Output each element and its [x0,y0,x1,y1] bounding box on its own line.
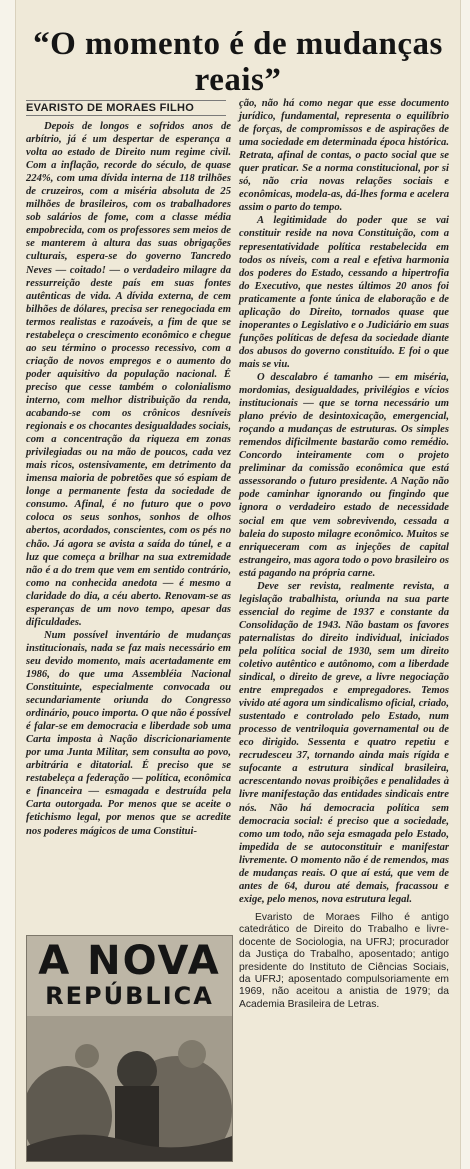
paragraph: Num possível inventário de mudanças institucionais, nada se faz mais necessário em seu devido momento, mais acertadamente em 1986, do que uma Assembléia Nacional Constituinte, especialmente convocada ou secundariamente oriunda do Congresso ordinário, pouco importa. O que não é possível é falar-se em democracia e liberdade sob uma Carta imposta à Nação discricionariamente por uma Junta Militar, sem consulta ao povo, arbitrária e ditatorial. É preciso que se restabeleça a federação — política, econômica e financeira — esmagada e destruída pela Carta outorgada. Por menos que se aceite o fetichismo legal, por menos que se acredite nos poderes mágicos de uma Constitui- [26,629,231,837]
paragraph: Deve ser revista, realmente revista, a legislação trabalhista, oriunda na sua parte essencial do regime de 1937 e constante da Consolidação de 1943. Não bastam os favores paternalistas do direito individual, iniciados pela política social de 1930, sem um direito coletivo autêntico e autônomo, com a liberdade sindical, o direito de greve, a livre negociação entre empregados e empregadores. Temos vivido até agora um sindicalismo oficial, criado, sustentado e controlado pelo Estado, num processo de ventriloquia governamental ou de eco dirigido. Sessenta e quatro repetiu e recrudesceu 37, tornando ainda mais rígida e sufocante a estrutura sindical brasileira, acrescentando novas proibições e penalidades à livre manifestação das entidades sindicais entre nós. Não há democracia política sem democracia social: é preciso que a sociedade, como um todo, não seja esmagada pelo Estado, impedida de se autoconstituir e manifestar livremente. O momento não é de remendos, mas de mudanças reais. O que aí está, que vem de antes de 64, durou até demais, fracassou e exige, pelo menos, nova estrutura legal. [239,580,449,905]
right-column [239,97,449,1011]
left-column [26,120,231,838]
paragraph: O descalabro é tamanho — em miséria, mordomias, desigualdades, privilégios e vícios institucionais — que se torna necessário um plano prévio de desintoxicação, emergencial, roçando a mudanças de estruturas. Os simples remendos dificilmente bastarão como remédio. Concordo inteiramente com o projeto preliminar da comissão econômica que está assessorando o futuro presidente. A Nação não pode caminhar ignorando ou fingindo que ignora o verdadeiro estado de necessidade social em que vem sobrevivendo, cessada a baleia do suposto milagre econômico. Muitos se enriqueceram com as injeções de capital estrangeiro, mas agora todo o povo brasileiro os está pagando na própria carne. [239,371,449,579]
paragraph: A legitimidade do poder que se vai constituir reside na nova Constituição, com a representatividade política restabelecida em todos os níveis, com a real e efetiva harmonia dos poderes do Estado, cessando a hipertrofia do Executivo, que nestes últimos 20 anos foi praticamente a fonte única de elaboração e de aplicação do Direito, tornados quase que inoperantes o Legislativo e o Judiciário em suas funções políticas de defesa da sociedade diante dos abusos do governo constituído. E foi o que mais se viu. [239,215,449,370]
photo-subtitle: REPÚBLICA [45,982,214,1010]
paragraph: Depois de longos e sofridos anos de arbítrio, já é um despertar de esperança a volta ao estado de Direito num regime civil. Com a inflação, recorde do século, de quase 224%, com uma dívida interna de 118 trilhões de cruzeiros, com a miséria absoluta de 25 milhões de brasileiros, com os trabalhadores sob salários de fome, com a classe média empobrecida, com os professores sem meios de se manterem à altura das suas obrigações culturais, espera-se do governo Tancredo Neves — coitado! — o verdadeiro milagre da ressurreição deste país em suas fontes autênticas de vida. A dívida externa, de cem bilhões de dólares, precisa ser renegociada em termos realistas e razoáveis, a fim de que se restabeleça o crescimento econômico e chegue ao seu término o processo recessivo, com a criação de novos empregos e o aumento do poder aquisitivo da população nacional. É preciso que cesse também o colonialismo interno, com melhor distribuição da renda, acabando-se com os crônicos desníveis regionais e os chocantes desigualdades sociais, com a concentração da riqueza em zonas privilegiadas ou na mão de poucos, cada vez mais ricos, ostensivamente, em detrimento da imensa maioria de pobretões que só espiam de longe a permanente festa da sociedade de consumo. Afinal, é no futuro que o povo coloca os seus sonhos, sonhos de olhos abertos, acordados, conscientes, com os pés no chão. Já agora se avista a saída do túnel, e a luz que começa a brilhar na sua extremidade não é a do trem que vem em sentido contrário, como na conhecida anedota — é mesmo a claridade do dia, a céu aberto. Renovam-se as esperanças de um novo tempo, apesar das dificuldades. [26,121,231,628]
byline: EVARISTO DE MORAES FILHO [26,100,226,116]
author-bio: Evaristo de Moraes Filho é antigo catedrático de Direito do Trabalho e livre-docente de Sociologia, na UFRJ; procurador da Justiça do Trabalho, aposentado; antigo presidente do Instituto de Ciências Sociais, da UFRJ; aposentado compulsoriamente em 1969, não aceitou a anistia de 1979; da Academia Brasileira de Letras. [239,911,449,1010]
paragraph: ção, não há como negar que esse documento jurídico, fundamental, representa o equilíbrio de forças, de compromissos e de aspirações de uma sociedade em determinada época histórica. Retrata, afinal de contas, o pacto social que se quer praticar. Se a norma constitucional, por si só, não cria novas relações sociais e econômicas, modela-as, dá-lhes forma e acelera assim o parto do tempo. [239,98,449,214]
nova-republica-photo [26,935,233,1162]
headline: “O momento é de mudanças reais” [33,26,443,99]
photo-title: A NOVA [38,938,221,984]
